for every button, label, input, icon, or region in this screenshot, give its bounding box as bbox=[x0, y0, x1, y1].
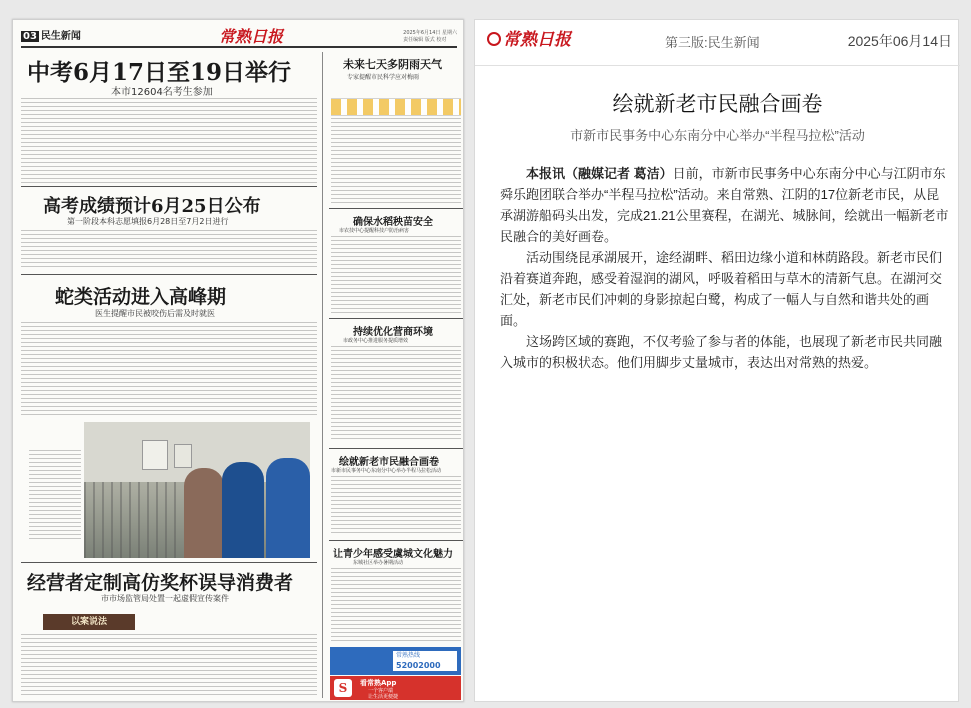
paper-date: 2025年6月14日 星期六 bbox=[403, 30, 457, 36]
app-tagline bbox=[368, 688, 398, 700]
subhead-exam: 本市12604名考生参加 bbox=[111, 87, 213, 98]
article-paragraph bbox=[500, 163, 952, 247]
article-subtitle: 市新市民事务中心东南分中心举办“半程马拉松”活动 bbox=[570, 128, 865, 143]
edition-label: 第三版:民生新闻 bbox=[665, 35, 760, 50]
issue-date: 2025年06月14日 bbox=[847, 33, 952, 49]
page-section: 民生新闻 bbox=[40, 31, 81, 42]
article-paragraph bbox=[500, 331, 952, 373]
subhead-business: 市政务中心推进服务提质增效 bbox=[343, 338, 409, 344]
headline-culture[interactable]: 让青少年感受虞城文化魅力 bbox=[333, 549, 453, 560]
article-text-marathon bbox=[331, 476, 461, 536]
page-number-label bbox=[21, 27, 81, 42]
paper-editor-line: 责任编辑 版式 校对 bbox=[403, 37, 447, 43]
paragraph-text: 活动围绕昆承湖展开，途经湖畔、稻田边缘小道和林荫路段。新老市民们沿着赛道奔跑，感受着湿润的湖风，呼吸着稻田与草木的清新气息。在湖河交汇处，新老市民们冲刺的身影掠起白鹭，构成了一幅人与自然和谐共处的画面。 bbox=[500, 250, 943, 328]
divider bbox=[21, 274, 317, 275]
article-byline: 本报讯（融媒记者 葛洁） bbox=[526, 166, 673, 181]
article-text-rice bbox=[331, 236, 461, 314]
headline-rice[interactable]: 确保水稻秧苗安全 bbox=[353, 217, 433, 228]
headline-snakes[interactable]: 蛇类活动进入高峰期 bbox=[55, 286, 227, 308]
photo-caption bbox=[29, 450, 81, 542]
case-study-banner: 以案说法 bbox=[43, 614, 135, 630]
paper-logo: 常熟日报 bbox=[219, 27, 284, 46]
headline-trophy[interactable]: 经营者定制高仿奖杯误导消费者 bbox=[27, 572, 294, 594]
article-text-culture bbox=[331, 568, 461, 642]
app-tagline-2: 让生活更便捷 bbox=[368, 694, 399, 700]
page-number: 03 bbox=[23, 31, 37, 42]
divider bbox=[21, 186, 317, 187]
subhead-weather: 专家提醒市民科学应对梅雨 bbox=[347, 74, 420, 81]
divider bbox=[329, 208, 463, 209]
subhead-gaokao: 第一阶段本科志愿填报6月28日至7月2日进行 bbox=[67, 217, 229, 226]
divider bbox=[329, 540, 463, 541]
hotline-number: 52002000 bbox=[396, 661, 441, 670]
article-text-snakes bbox=[21, 322, 317, 418]
weather-forecast-strip bbox=[331, 98, 461, 116]
article-text-business bbox=[331, 346, 461, 442]
divider bbox=[21, 562, 317, 563]
subhead-marathon: 市新市民事务中心东南分中心举办半程马拉松活动 bbox=[331, 468, 442, 474]
hotline-ad[interactable] bbox=[330, 647, 461, 675]
column-divider bbox=[322, 52, 323, 698]
article-text-exam bbox=[21, 98, 317, 184]
logo-mark-icon bbox=[487, 32, 501, 46]
paper-date-line bbox=[403, 30, 457, 44]
article-paragraph bbox=[500, 247, 952, 331]
site-logo[interactable] bbox=[487, 25, 571, 50]
subhead-trophy: 市市场监管局处置一起虚假宣传案件 bbox=[101, 594, 229, 603]
headline-marathon[interactable]: 绘就新老市民融合画卷 bbox=[339, 457, 439, 468]
paragraph-text: 这场跨区域的赛跑，不仅考验了参与者的体能，也展现了新老市民共同融入城市的积极状态。他们用脚步丈量城市，表达出对常熟的热爱。 bbox=[500, 334, 943, 370]
article-text-weather bbox=[331, 118, 461, 204]
article-text-trophy bbox=[21, 634, 317, 698]
article-header bbox=[475, 20, 960, 66]
newspaper-page-thumbnail[interactable] bbox=[12, 19, 464, 702]
page-masthead bbox=[21, 24, 457, 48]
subhead-rice: 市农技中心提醒科技户防治病害 bbox=[339, 228, 410, 234]
news-photo bbox=[84, 422, 310, 558]
site-logo-text: 常熟日报 bbox=[503, 30, 571, 50]
paragraph-text: 日前，市新市民事务中心东南分中心与江阴市东舜乐跑团联合举办“半程马拉松”活动。来自常熟、江阴的17位新老市民，从昆承湖游船码头出发，完成21.21公里赛程，在湖光、城脉间，绘就出一幅新老市民融合的美好画卷。 bbox=[500, 166, 949, 244]
app-ad[interactable] bbox=[330, 676, 461, 700]
app-name: 看常熟App bbox=[360, 679, 397, 687]
divider bbox=[329, 448, 463, 449]
headline-business[interactable]: 持续优化营商环境 bbox=[353, 327, 433, 338]
headline-exam[interactable]: 中考6月17日至19日举行 bbox=[27, 59, 292, 86]
app-logo-icon: S bbox=[334, 679, 352, 697]
article-panel bbox=[474, 19, 959, 702]
hotline-label: 常熟热线 bbox=[396, 652, 421, 659]
article-title: 绘就新老市民融合画卷 bbox=[612, 93, 823, 116]
divider bbox=[329, 318, 463, 319]
subhead-culture: 东城社区举办暑期活动 bbox=[353, 560, 404, 566]
headline-gaokao[interactable]: 高考成绩预计6月25日公布 bbox=[43, 196, 261, 217]
subhead-snakes: 医生提醒市民被咬伤后需及时就医 bbox=[95, 309, 215, 318]
article-text-gaokao bbox=[21, 230, 317, 270]
article-body bbox=[500, 163, 952, 373]
app-tagline-1: 一个客户端 bbox=[368, 688, 394, 694]
headline-weather[interactable]: 未来七天多阴雨天气 bbox=[343, 58, 442, 71]
